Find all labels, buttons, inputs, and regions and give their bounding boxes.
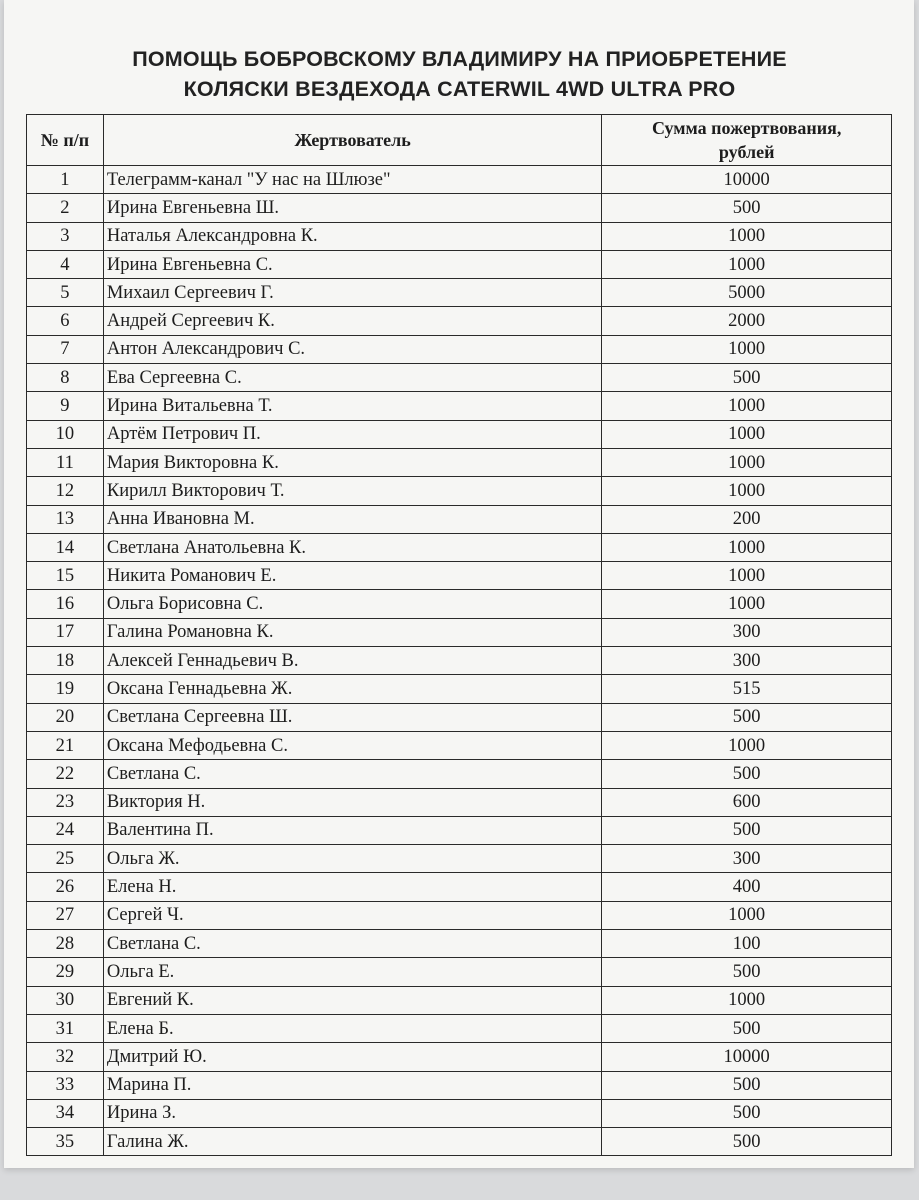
- row-number: 30: [27, 986, 104, 1014]
- row-donor: Сергей Ч.: [103, 901, 602, 929]
- table-row: [27, 675, 892, 703]
- row-donor: Никита Романович Е.: [103, 562, 602, 590]
- table-row: [27, 731, 892, 759]
- row-amount: 515: [602, 675, 892, 703]
- row-donor: Елена Б.: [103, 1014, 602, 1042]
- row-donor: Виктория Н.: [103, 788, 602, 816]
- row-amount: 100: [602, 930, 892, 958]
- table-row: [27, 250, 892, 278]
- table-row: [27, 533, 892, 561]
- row-amount: 400: [602, 873, 892, 901]
- header-donor: Жертвователь: [103, 115, 602, 166]
- row-amount: 300: [602, 647, 892, 675]
- row-amount: 1000: [602, 420, 892, 448]
- table-row: [27, 760, 892, 788]
- row-donor: Оксана Мефодьевна С.: [103, 731, 602, 759]
- row-amount: 1000: [602, 250, 892, 278]
- row-donor: Ольга Е.: [103, 958, 602, 986]
- row-donor: Оксана Геннадьевна Ж.: [103, 675, 602, 703]
- row-amount: 1000: [602, 448, 892, 476]
- title-line-1: ПОМОЩЬ БОБРОВСКОМУ ВЛАДИМИРУ НА ПРИОБРЕТЕНИЕ: [132, 47, 787, 71]
- row-donor: Валентина П.: [103, 816, 602, 844]
- row-number: 17: [27, 618, 104, 646]
- row-donor: Светлана С.: [103, 930, 602, 958]
- row-donor: Елена Н.: [103, 873, 602, 901]
- title-line-2: КОЛЯСКИ ВЕЗДЕХОДА CATERWIL 4WD ULTRA PRO: [183, 77, 736, 101]
- row-number: 20: [27, 703, 104, 731]
- row-amount: 1000: [602, 533, 892, 561]
- row-amount: 10000: [602, 166, 892, 194]
- table-row: [27, 1071, 892, 1099]
- row-number: 34: [27, 1099, 104, 1127]
- row-donor: Ольга Борисовна С.: [103, 590, 602, 618]
- table-header-row: [27, 115, 892, 166]
- row-amount: 10000: [602, 1043, 892, 1071]
- row-number: 16: [27, 590, 104, 618]
- row-number: 21: [27, 731, 104, 759]
- table-row: [27, 845, 892, 873]
- row-amount: 500: [602, 703, 892, 731]
- table-row: [27, 166, 892, 194]
- row-amount: 500: [602, 816, 892, 844]
- row-donor: Ирина Витальевна Т.: [103, 392, 602, 420]
- table-row: [27, 958, 892, 986]
- table-row: [27, 986, 892, 1014]
- row-number: 6: [27, 307, 104, 335]
- row-amount: 1000: [602, 477, 892, 505]
- table-row: [27, 279, 892, 307]
- row-number: 9: [27, 392, 104, 420]
- row-donor: Ольга Ж.: [103, 845, 602, 873]
- table-row: [27, 194, 892, 222]
- table-row: [27, 392, 892, 420]
- row-donor: Галина Ж.: [103, 1128, 602, 1156]
- row-number: 31: [27, 1014, 104, 1042]
- row-number: 26: [27, 873, 104, 901]
- row-number: 29: [27, 958, 104, 986]
- row-number: 24: [27, 816, 104, 844]
- row-donor: Ирина Евгеньевна С.: [103, 250, 602, 278]
- row-number: 27: [27, 901, 104, 929]
- row-number: 10: [27, 420, 104, 448]
- row-donor: Андрей Сергеевич К.: [103, 307, 602, 335]
- donations-table: [26, 114, 892, 1156]
- row-number: 1: [27, 166, 104, 194]
- row-donor: Ирина Евгеньевна Ш.: [103, 194, 602, 222]
- row-amount: 500: [602, 1014, 892, 1042]
- row-donor: Анна Ивановна М.: [103, 505, 602, 533]
- row-donor: Евгений К.: [103, 986, 602, 1014]
- row-donor: Алексей Геннадьевич В.: [103, 647, 602, 675]
- row-number: 11: [27, 448, 104, 476]
- row-amount: 2000: [602, 307, 892, 335]
- header-amount-line-1: Сумма пожертвования,: [651, 118, 842, 138]
- table-row: [27, 477, 892, 505]
- row-amount: 500: [602, 1128, 892, 1156]
- row-donor: Кирилл Викторович Т.: [103, 477, 602, 505]
- row-donor: Михаил Сергеевич Г.: [103, 279, 602, 307]
- row-amount: 1000: [602, 731, 892, 759]
- row-number: 33: [27, 1071, 104, 1099]
- row-amount: 1000: [602, 222, 892, 250]
- row-amount: 500: [602, 194, 892, 222]
- row-amount: 500: [602, 958, 892, 986]
- table-row: [27, 505, 892, 533]
- row-number: 4: [27, 250, 104, 278]
- row-donor: Светлана Сергеевна Ш.: [103, 703, 602, 731]
- row-number: 14: [27, 533, 104, 561]
- row-amount: 1000: [602, 392, 892, 420]
- row-number: 2: [27, 194, 104, 222]
- header-number: № п/п: [27, 115, 104, 166]
- table-row: [27, 222, 892, 250]
- table-row: [27, 364, 892, 392]
- row-donor: Светлана С.: [103, 760, 602, 788]
- row-amount: 5000: [602, 279, 892, 307]
- table-row: [27, 901, 892, 929]
- row-number: 19: [27, 675, 104, 703]
- row-number: 32: [27, 1043, 104, 1071]
- row-donor: Марина П.: [103, 1071, 602, 1099]
- row-donor: Дмитрий Ю.: [103, 1043, 602, 1071]
- row-amount: 1000: [602, 590, 892, 618]
- row-donor: Наталья Александровна К.: [103, 222, 602, 250]
- row-donor: Ева Сергеевна С.: [103, 364, 602, 392]
- table-row: [27, 816, 892, 844]
- row-number: 35: [27, 1128, 104, 1156]
- row-donor: Антон Александрович С.: [103, 335, 602, 363]
- row-amount: 1000: [602, 901, 892, 929]
- row-amount: 500: [602, 364, 892, 392]
- row-donor: Мария Викторовна К.: [103, 448, 602, 476]
- row-amount: 500: [602, 760, 892, 788]
- table-row: [27, 647, 892, 675]
- row-amount: 300: [602, 618, 892, 646]
- row-number: 7: [27, 335, 104, 363]
- row-amount: 500: [602, 1071, 892, 1099]
- table-row: [27, 335, 892, 363]
- table-row: [27, 1099, 892, 1127]
- row-number: 5: [27, 279, 104, 307]
- row-number: 23: [27, 788, 104, 816]
- row-number: 25: [27, 845, 104, 873]
- row-amount: 300: [602, 845, 892, 873]
- header-amount-line-2: рублей: [718, 142, 775, 162]
- row-donor: Галина Романовна К.: [103, 618, 602, 646]
- table-row: [27, 618, 892, 646]
- row-number: 28: [27, 930, 104, 958]
- row-number: 8: [27, 364, 104, 392]
- table-row: [27, 1043, 892, 1071]
- table-row: [27, 562, 892, 590]
- row-number: 13: [27, 505, 104, 533]
- row-amount: 1000: [602, 562, 892, 590]
- table-row: [27, 590, 892, 618]
- row-donor: Светлана Анатольевна К.: [103, 533, 602, 561]
- row-number: 15: [27, 562, 104, 590]
- document-title: [0, 44, 919, 104]
- header-amount: [602, 115, 892, 166]
- table-row: [27, 930, 892, 958]
- row-amount: 500: [602, 1099, 892, 1127]
- row-amount: 1000: [602, 986, 892, 1014]
- row-amount: 1000: [602, 335, 892, 363]
- row-amount: 600: [602, 788, 892, 816]
- row-amount: 200: [602, 505, 892, 533]
- table-row: [27, 420, 892, 448]
- table-row: [27, 873, 892, 901]
- row-donor: Телеграмм-канал "У нас на Шлюзе": [103, 166, 602, 194]
- table-row: [27, 788, 892, 816]
- table-row: [27, 1014, 892, 1042]
- table-row: [27, 307, 892, 335]
- row-number: 3: [27, 222, 104, 250]
- row-donor: Артём Петрович П.: [103, 420, 602, 448]
- table-row: [27, 448, 892, 476]
- table-row: [27, 1128, 892, 1156]
- row-number: 22: [27, 760, 104, 788]
- row-number: 12: [27, 477, 104, 505]
- row-donor: Ирина З.: [103, 1099, 602, 1127]
- table-row: [27, 703, 892, 731]
- row-number: 18: [27, 647, 104, 675]
